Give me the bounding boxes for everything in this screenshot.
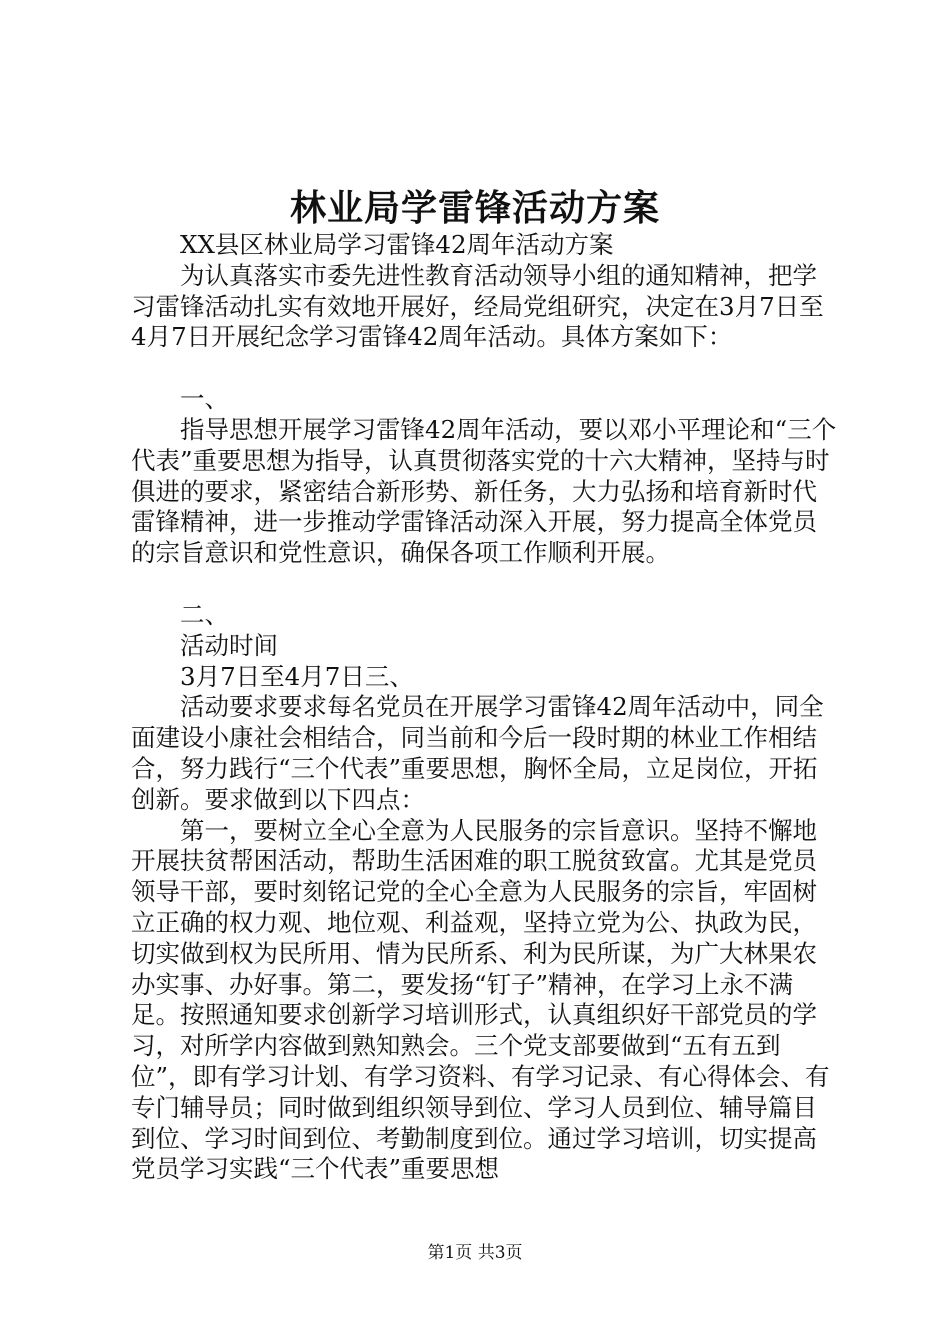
- activity-requirements-paragraph: 活动要求要求每名党员在开展学习雷锋42周年活动中，同全面建设小康社会相结合，同当前和今后一段时期的林业工作相结合，努力践行“三个代表”重要思想，胸怀全局，立足岗位，开拓创新。要求做到以下四点：: [131, 692, 824, 814]
- spacer: [131, 353, 839, 384]
- subtitle-paragraph: XX县区林业局学习雷锋42周年活动方案: [180, 230, 614, 259]
- section-heading-1: 一、: [180, 384, 229, 414]
- document-body: [131, 230, 839, 1185]
- intro-paragraph: 为认真落实市委先进性教育活动领导小组的通知精神，把学习雷锋活动扎实有效地开展好，经局党组研究，决定在3月7日至4月7日开展纪念学习雷锋42周年活动。具体方案如下：: [131, 260, 824, 352]
- spacer: [131, 569, 839, 600]
- document-title: 林业局学雷锋活动方案: [289, 187, 660, 229]
- activity-time-paragraph: 3月7日至4月7日三、: [180, 661, 414, 691]
- page-number: 第1页 共3页: [427, 1243, 523, 1263]
- activity-time-heading: 活动时间: [180, 630, 278, 660]
- guiding-ideology-paragraph: 指导思想开展学习雷锋42周年活动，要以邓小平理论和“三个代表”重要思想为指导，认真贯彻落实党的十六大精神，坚持与时俱进的要求，紧密结合新形势、新任务，大力弘扬和培育新时代雷锋精神，进一步推动学雷锋活动深入开展，努力提高全体党员的宗旨意识和党性意识，确保各项工作顺利开展。: [131, 414, 837, 568]
- requirement-points-paragraph: 第一，要树立全心全意为人民服务的宗旨意识。坚持不懈地开展扶贫帮困活动，帮助生活困难的职工脱贫致富。尤其是党员领导干部，要时刻铭记党的全心全意为人民服务的宗旨，牢固树立正确的权力观、地位观、利益观，坚持立党为公、执政为民，切实做到权为民所用、情为民所系、利为民所谋，为广大林果农办实事、办好事。第二，要发扬“钉子”精神，在学习上永不满足。按照通知要求创新学习培训形式，认真组织好干部党员的学习，对所学内容做到熟知熟会。三个党支部要做到“五有五到位”，即有学习计划、有学习资料、有学习记录、有心得体会、有专门辅导员；同时做到组织领导到位、学习人员到位、辅导篇目到位、学习时间到位、考勤制度到位。通过学习培训，切实提高党员学习实践“三个代表”重要思想: [131, 815, 830, 1184]
- section-heading-2: 二、: [180, 599, 229, 629]
